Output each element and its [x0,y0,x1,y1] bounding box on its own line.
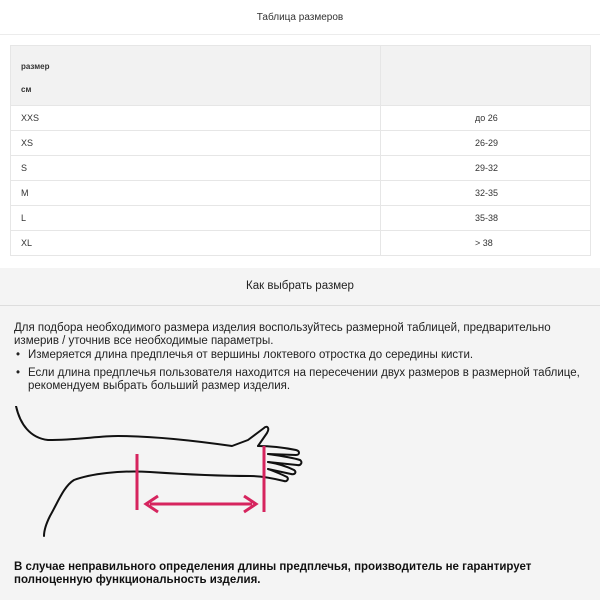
size-cell: M [11,181,381,206]
list-item: • Если длина предплечья пользователя находится на пересечении двух размеров в размерной таблице, рекомендуем выбрать больший размер изделия. [14,367,584,393]
range-cell: 35-38 [381,206,591,231]
arm-measurement-illustration [0,406,320,556]
table-row [11,156,591,181]
size-cell: XS [11,131,381,156]
table-row [11,131,591,156]
table-header-size [11,46,381,106]
header-size-label: размер [21,62,50,71]
instruction-list [14,349,584,398]
intro-text: Для подбора необходимого размера изделия воспользуйтесь размерной таблицей, предварительно измерив / уточнив все необходимые параметры. [14,322,551,347]
size-cell: XL [11,231,381,256]
how-to-choose-section [0,268,600,600]
warning-text: В случае неправильного определения длины предплечья, производитель не гарантирует полноценную функциональность изделия. [14,561,532,586]
table-row [11,231,591,256]
size-table [10,45,591,256]
header-unit-label: см [21,85,32,94]
range-cell: 26-29 [381,131,591,156]
size-chart-section [0,0,600,268]
range-cell: 32-35 [381,181,591,206]
table-header-value [381,46,591,106]
size-cell: L [11,206,381,231]
size-cell: XXS [11,106,381,131]
table-row [11,181,591,206]
table-row [11,206,591,231]
measurement-marker [137,446,264,512]
arm-outline [16,406,301,536]
range-cell: до 26 [381,106,591,131]
table-row [11,106,591,131]
size-chart-title: Таблица размеров [256,12,344,23]
section-divider [0,305,600,306]
title-divider [0,34,600,35]
size-cell: S [11,156,381,181]
how-to-choose-title: Как выбрать размер [246,280,354,292]
range-cell: 29-32 [381,156,591,181]
list-item: • Измеряется длина предплечья от вершины локтевого отростка до середины кисти. [14,349,584,362]
range-cell: > 38 [381,231,591,256]
table-header-row [11,46,591,106]
